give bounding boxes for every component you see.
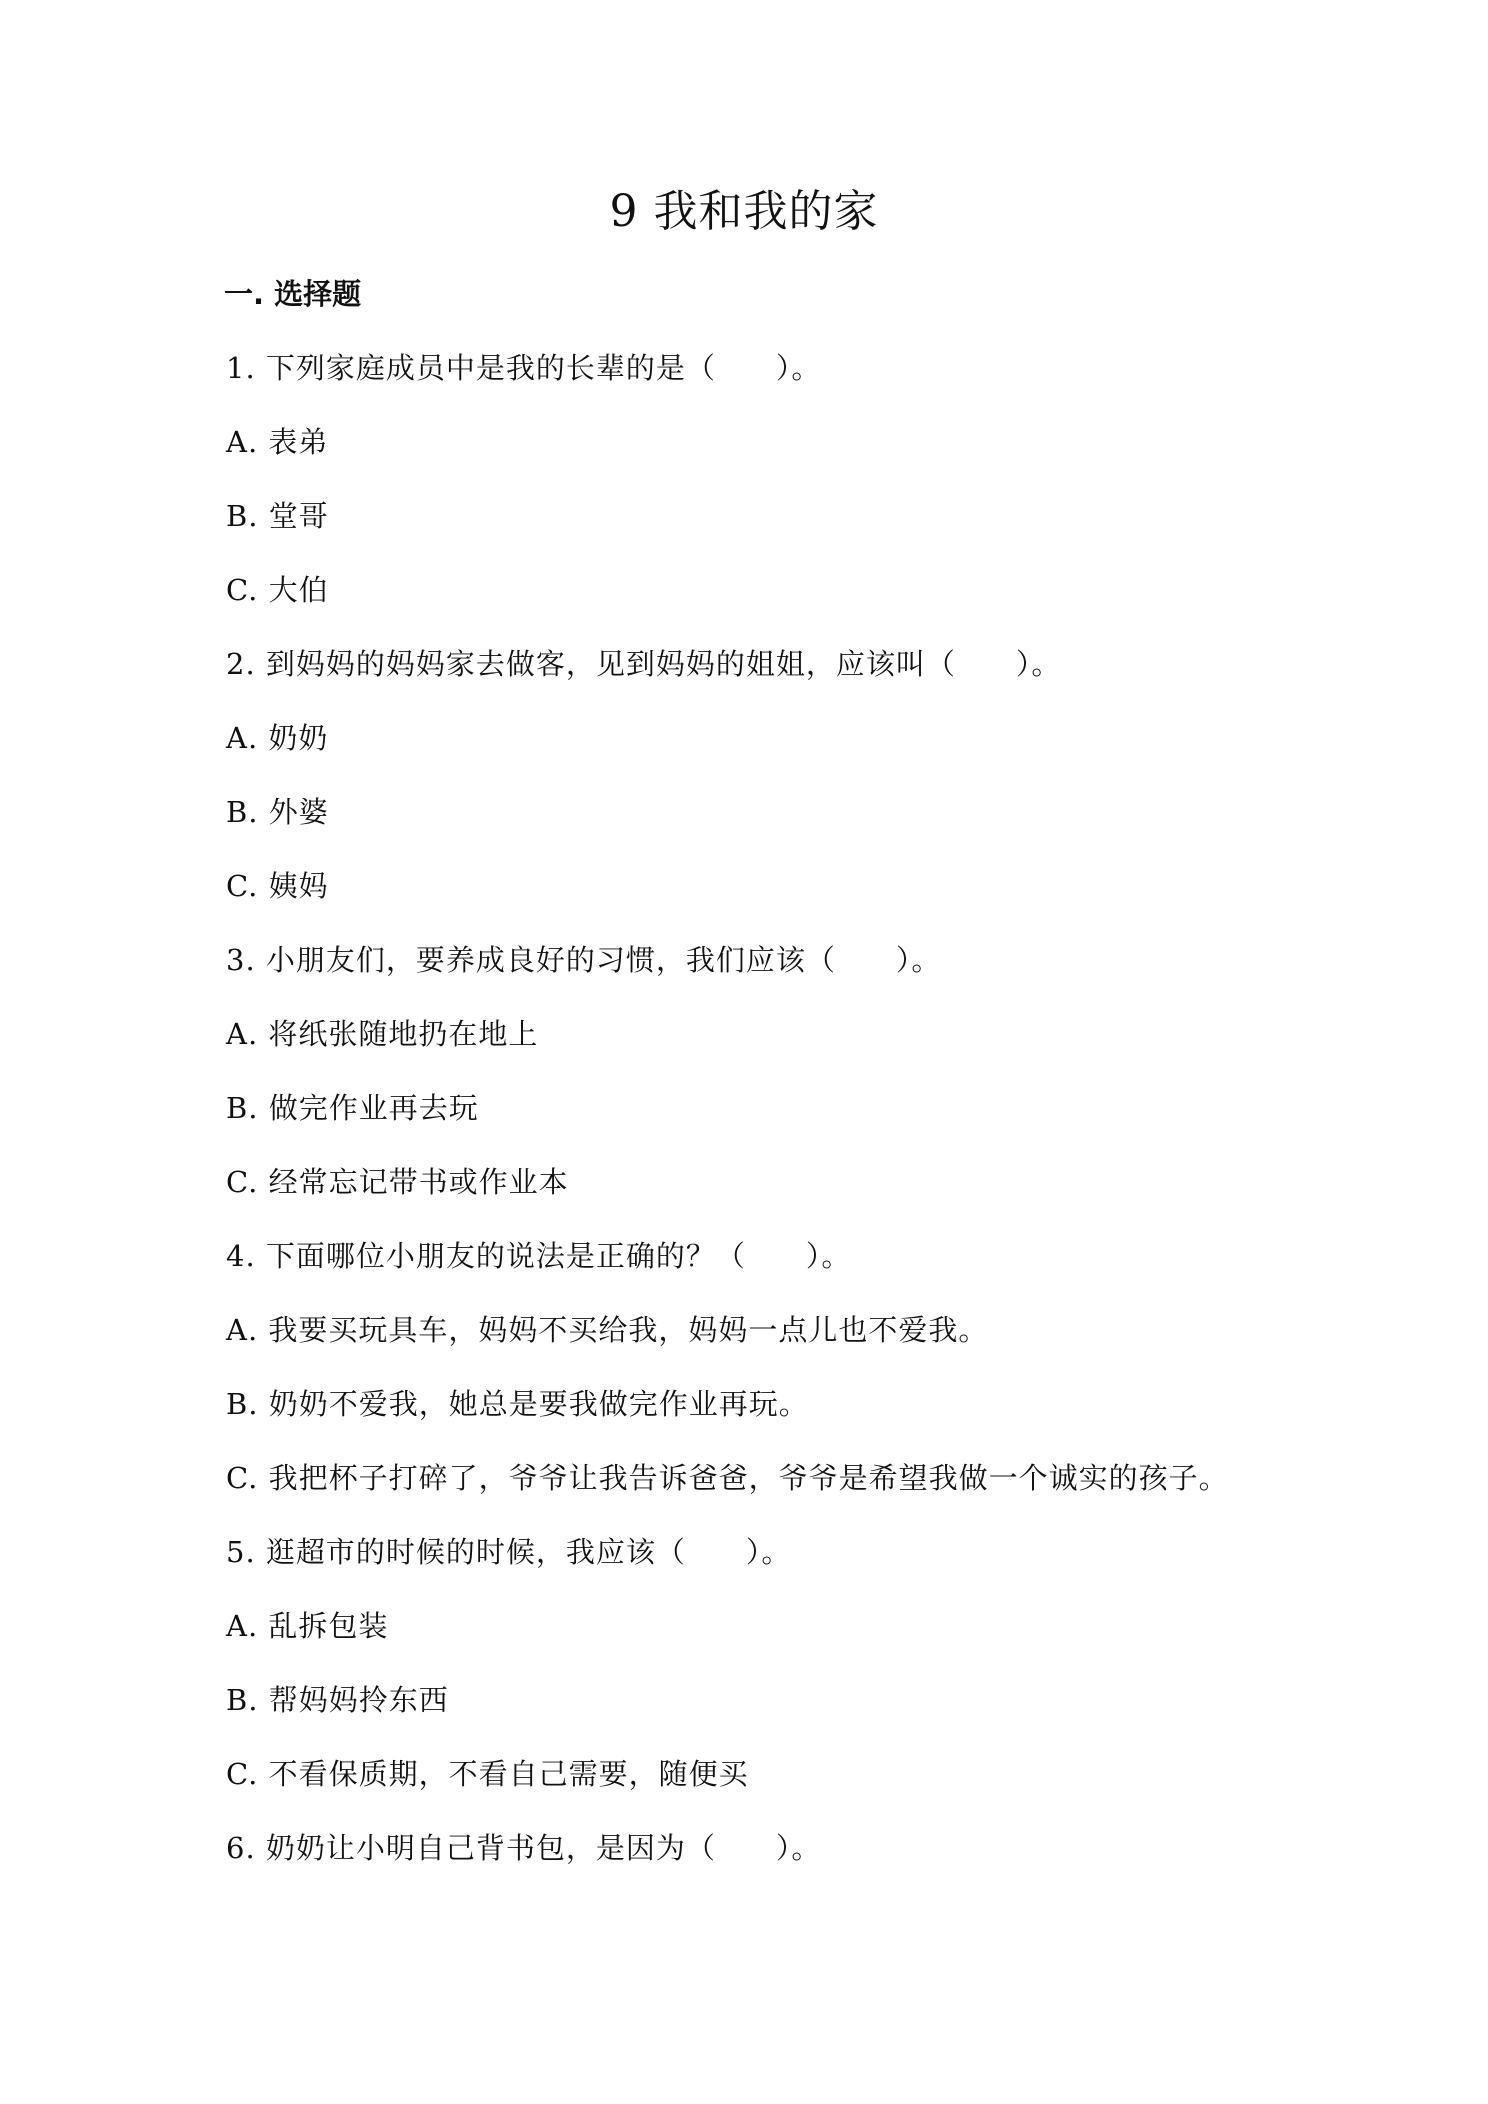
question-3-option-c: C. 经常忘记带书或作业本 bbox=[226, 1165, 569, 1199]
question-5-option-b: B. 帮妈妈拎东西 bbox=[226, 1683, 449, 1717]
question-5-option-c: C. 不看保质期，不看自己需要，随便买 bbox=[226, 1757, 749, 1791]
question-1-option-b: B. 堂哥 bbox=[226, 499, 329, 533]
question-2-stem: 2. 到妈妈的妈妈家去做客，见到妈妈的姐姐，应该叫（ ）。 bbox=[226, 647, 1062, 681]
question-1-option-a: A. 表弟 bbox=[226, 425, 329, 459]
question-1-stem: 1. 下列家庭成员中是我的长辈的是（ ）。 bbox=[226, 351, 822, 385]
question-5-stem: 5. 逛超市的时候的时候，我应该（ ）。 bbox=[226, 1535, 792, 1569]
question-1-option-c: C. 大伯 bbox=[226, 573, 329, 607]
question-3-option-b: B. 做完作业再去玩 bbox=[226, 1091, 479, 1125]
question-3-stem: 3. 小朋友们，要养成良好的习惯，我们应该（ ）。 bbox=[226, 943, 942, 977]
question-2-option-c: C. 姨妈 bbox=[226, 869, 329, 903]
section-heading: 一. 选择题 bbox=[224, 277, 362, 311]
question-2-option-a: A. 奶奶 bbox=[226, 721, 329, 755]
question-4-stem: 4. 下面哪位小朋友的说法是正确的？（ ）。 bbox=[226, 1239, 852, 1273]
question-6-stem: 6. 奶奶让小明自己背书包，是因为（ ）。 bbox=[226, 1831, 822, 1865]
question-2-option-b: B. 外婆 bbox=[226, 795, 329, 829]
question-4-option-a: A. 我要买玩具车，妈妈不买给我，妈妈一点儿也不爱我。 bbox=[226, 1313, 989, 1347]
question-3-option-a: A. 将纸张随地扔在地上 bbox=[226, 1017, 539, 1051]
question-4-option-c: C. 我把杯子打碎了，爷爷让我告诉爸爸，爷爷是希望我做一个诚实的孩子。 bbox=[226, 1461, 1229, 1495]
page-title: 9 我和我的家 bbox=[609, 186, 879, 237]
question-4-option-b: B. 奶奶不爱我，她总是要我做完作业再玩。 bbox=[226, 1387, 809, 1421]
question-5-option-a: A. 乱拆包装 bbox=[226, 1609, 389, 1643]
